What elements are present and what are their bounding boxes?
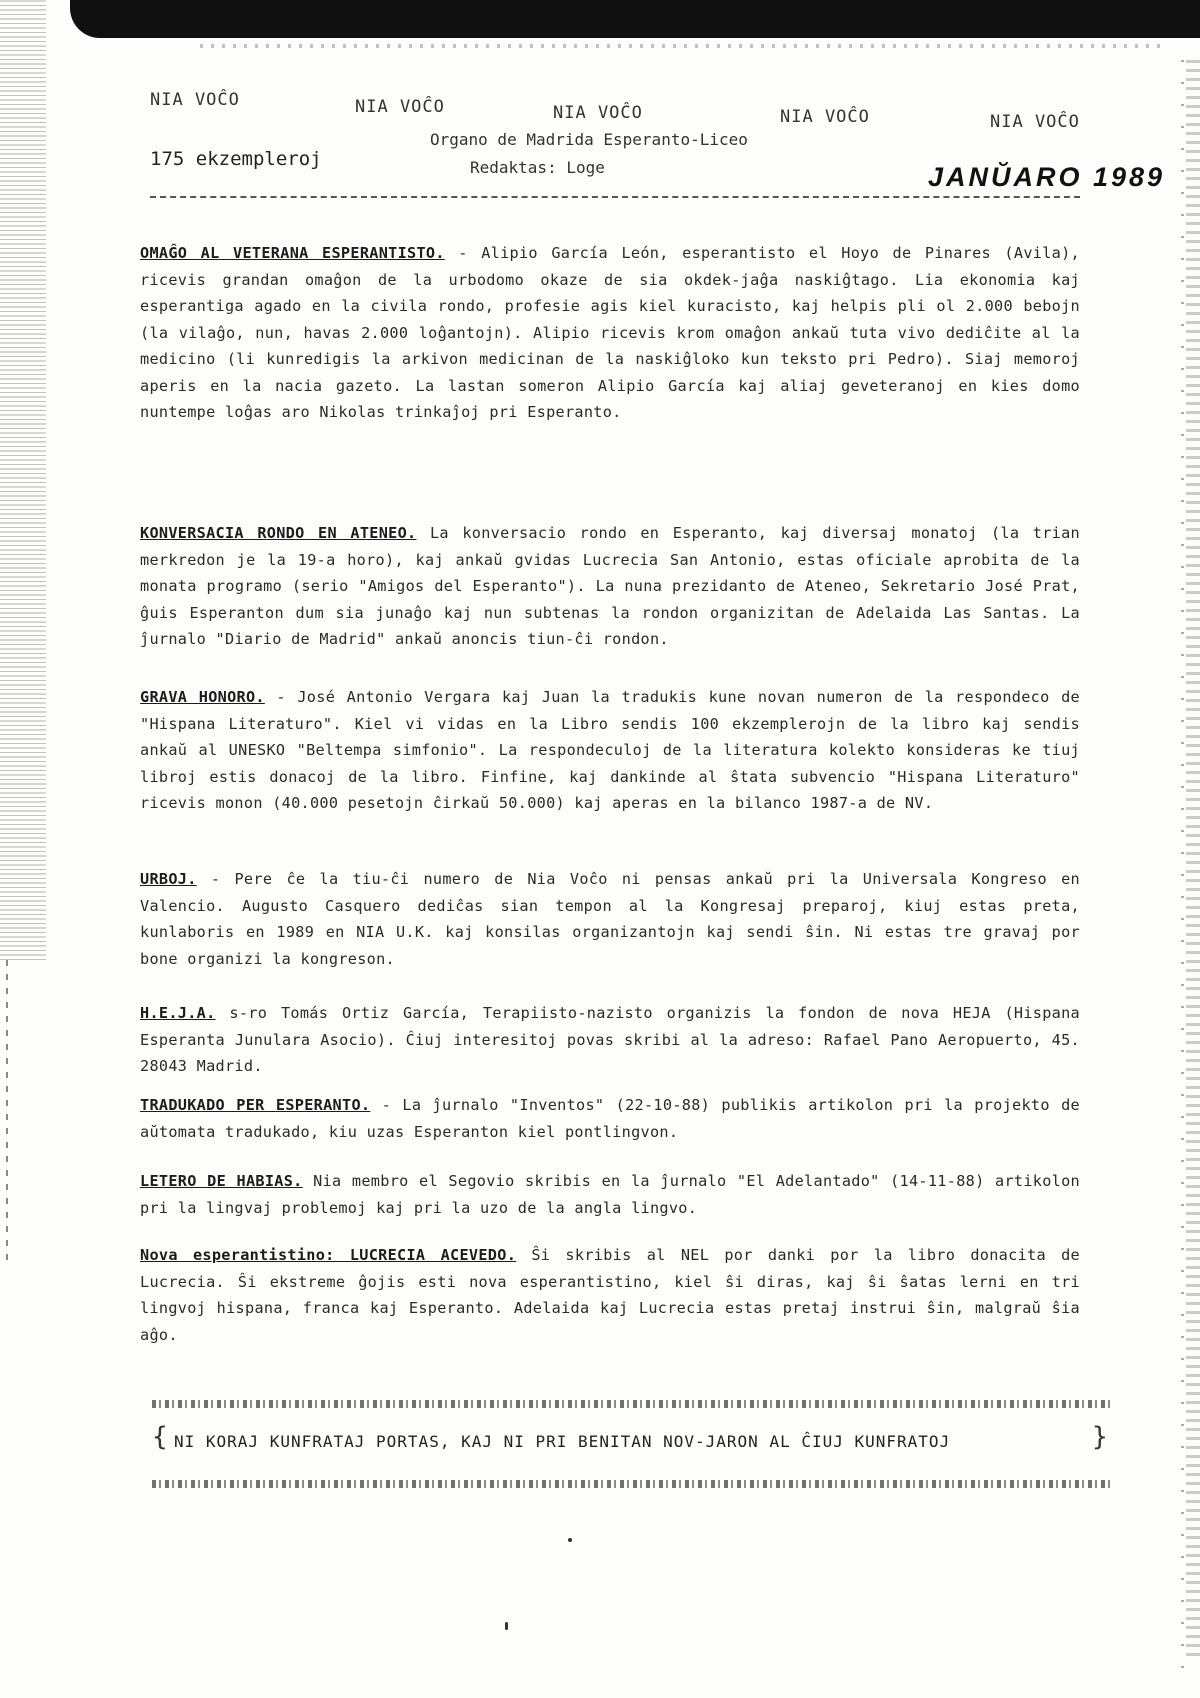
article-konversacia-rondo: [140, 520, 1080, 653]
greeting-bracket-right: }: [1092, 1422, 1108, 1452]
editor-line: Redaktas: Loge: [470, 158, 605, 177]
article-body: Ŝi skribis al NEL por danki por la libro donacita de Lucrecia. Ŝi ekstreme ĝojis esti nova esperantistino, kiel ŝi diras, kaj ŝi ŝatas lerni en tri lingvoj hispana, franca kaj Esperanto. Adelaida kaj Lucrecia estas pretaj instrui ŝin, malgraŭ ŝia aĝo.: [140, 1246, 1080, 1344]
greeting-box: [152, 1400, 1112, 1490]
masthead-divider: [150, 196, 1080, 198]
scan-speck: [568, 1538, 572, 1542]
greeting-border-top: [152, 1400, 1112, 1408]
issue-date: JANŬARO 1989: [928, 162, 1166, 192]
scan-speck: [505, 1622, 508, 1630]
article-omago: [140, 240, 1080, 426]
article-body: - La ĵurnalo "Inventos" (22-10-88) publikis artikolon pri la projekto de aŭtomata tradukado, kiu uzas Esperanton kiel pontlingvon.: [140, 1096, 1080, 1141]
article-headline: H.E.J.A.: [140, 1004, 216, 1022]
article-headline: KONVERSACIA RONDO EN ATENEO.: [140, 524, 417, 542]
greeting-border-bottom: [152, 1480, 1112, 1488]
masthead-title-2: NIA VOĈO: [355, 97, 445, 117]
scan-dots-right: [1181, 60, 1184, 1680]
masthead-title-4: NIA VOĈO: [780, 107, 870, 127]
article-body: - José Antonio Vergara kaj Juan la tradukis kune novan numeron de la respondeco de "Hispana Literaturo". Kiel vi vidas en la Libro sendis 100 ekzemplerojn de la libro kaj sendis ankaŭ al UNESKO "Beltempa simfonio". La respondeculoj de la literatura kolekto konsideras ke tiuj libroj estis donacoj de la libro. Finfine, kaj dankinde al ŝtata subvencio "Hispana Literaturo" ricevis monon (40.000 pesetojn ĉirkaŭ 50.000) kaj aperas en la bilanco 1987-a de NV.: [140, 688, 1080, 812]
article-body: Nia membro el Segovio skribis en la ĵurnalo "El Adelantado" (14-11-88) artikolon pri la lingvaj problemoj kaj pri la uzo de la angla lingvo.: [140, 1172, 1080, 1217]
organ-subtitle: Organo de Madrida Esperanto-Liceo: [430, 130, 748, 149]
article-headline: LETERO DE HABIAS.: [140, 1172, 303, 1190]
article-grava-honoro: [140, 684, 1080, 817]
greeting-text: NI KORAJ KUNFRATAJ PORTAS, KAJ NI PRI BENITAN NOV-JARON AL ĈIUJ KUNFRATOJ: [174, 1432, 951, 1451]
article-body: - Pere ĉe la tiu-ĉi numero de Nia Voĉo ni pensas ankaŭ pri la Universala Kongreso en Valencio. Augusto Casquero dediĉas sian tempon al la Kongresaj preparoj, kiuj estas preta, kunlaboris en 1989 en NIA U.K. kaj konsilas organizantojn kaj sendi ŝin. Ni estas tre gravaj por bone organizi la kongreson.: [140, 870, 1080, 968]
article-headline: URBOJ.: [140, 870, 197, 888]
masthead-title-1: NIA VOĈO: [150, 90, 240, 110]
article-body: s-ro Tomás Ortiz García, Terapiisto-nazisto organizis la fondon de nova HEJA (Hispana Esperanta Junulara Asocio). Ĉiuj interesitoj povas skribi al la adreso: Rafael Pano Aeropuerto, 45. 28043 Madrid.: [140, 1004, 1080, 1075]
article-headline: TRADUKADO PER ESPERANTO.: [140, 1096, 371, 1114]
scan-edge-left: [0, 0, 46, 960]
masthead-title-5: NIA VOĈO: [990, 112, 1080, 132]
article-body: - Alipio García León, esperantisto el Hoyo de Pinares (Avila), ricevis grandan omaĝon de la urbodomo okaze de sia okdek-jaĝa naskiĝtago. Lia ekonomia kaj esperantiga agado en la civila rondo, profesie agis kiel kuracisto, kaj helpis pli ol 2.000 bebojn (la vilaĝo, nun, havas 2.000 loĝantojn). Alipio ricevis krom omaĝon ankaŭ tuta vivo dediĉite al la medicino (li kunredigis la arkivon medicinan de la naskiĝloko kun teksto pri Pedro). Siaj memoroj aperis en la nacia gazeto. La lastan someron Alipio García kaj aliaj geveteranoj en kies domo nuntempe loĝas aro Nikolas trinkaĵoj pri Esperanto.: [140, 244, 1080, 421]
article-headline: OMAĜO AL VETERANA ESPERANTISTO.: [140, 244, 445, 262]
article-body: La konversacio rondo en Esperanto, kaj diversaj monatoj (la trian merkredon je la 19-a horo), kaj ankaŭ gvidas Lucrecia San Antonio, estas oficiale aprobita de la monata programo (serio "Amigos del Esperanto"). La nuna prezidanto de Ateneo, Sekretario José Prat, ĝuis Esperanton dum sia junaĝo kaj nun subtenas la rondon organizitan de Adelaida Las Santas. La ĵurnalo "Diario de Madrid" ankaŭ anoncis tiun-ĉi rondon.: [140, 524, 1080, 648]
article-urboj: [140, 866, 1080, 972]
article-heja: [140, 1000, 1080, 1080]
article-headline: Nova esperantistino: LUCRECIA ACEVEDO.: [140, 1246, 517, 1264]
greeting-bracket-left: {: [152, 1422, 168, 1452]
article-letero: [140, 1168, 1080, 1221]
scan-speckle-top: [200, 44, 1160, 48]
article-tradukado: [140, 1092, 1080, 1145]
scan-edge-left-ticks: [6, 960, 8, 1260]
article-headline: GRAVA HONORO.: [140, 688, 265, 706]
scan-shadow-top: [70, 0, 1200, 38]
masthead-title-3: NIA VOĈO: [553, 103, 643, 123]
copies-count: 175 ekzempleroj: [150, 148, 322, 170]
article-nova-esperantistino: [140, 1242, 1080, 1348]
scan-edge-right: [1186, 60, 1200, 1660]
